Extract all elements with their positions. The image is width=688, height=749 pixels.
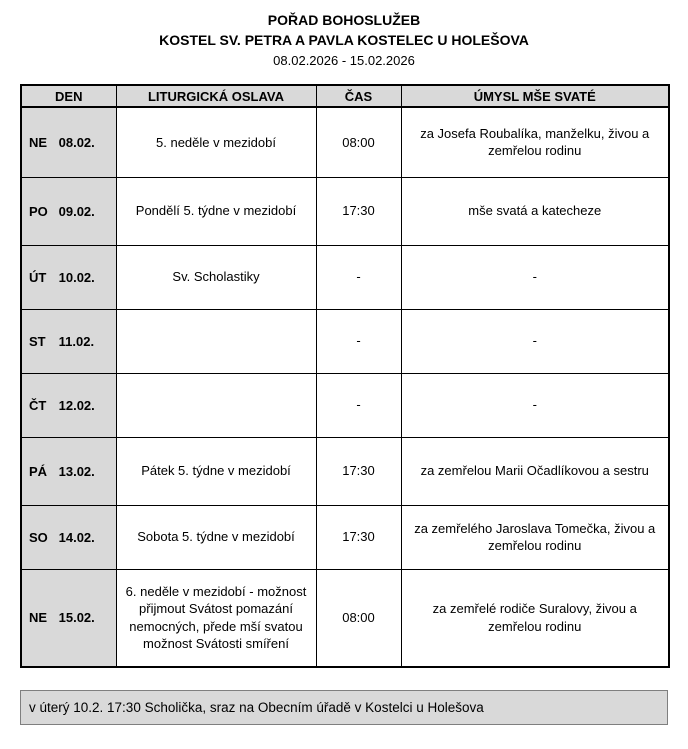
day-abbr: NE [29, 610, 48, 626]
celebration-cell: Sobota 5. týdne v mezidobí [116, 505, 316, 569]
time-cell: 08:00 [316, 107, 401, 177]
day-cell [21, 505, 116, 569]
table-row [21, 569, 669, 667]
day-cell [21, 309, 116, 373]
table-header-row [21, 85, 669, 107]
column-header-liturgicka-oslava: LITURGICKÁ OSLAVA [116, 85, 316, 107]
day-cell [21, 569, 116, 667]
intention-cell: - [401, 245, 669, 309]
time-cell: - [316, 309, 401, 373]
day-date: 11.02. [58, 333, 95, 349]
document-header [20, 10, 668, 70]
table-row [21, 505, 669, 569]
day-abbr: ÚT [29, 269, 47, 285]
intention-cell: za zemřelého Jaroslava Tomečka, živou a zemřelou rodinu [401, 505, 669, 569]
day-abbr: ST [29, 333, 46, 349]
day-cell [21, 177, 116, 245]
day-abbr: NE [29, 134, 48, 150]
day-date: 13.02. [58, 463, 95, 479]
celebration-cell: Pondělí 5. týdne v mezidobí [116, 177, 316, 245]
day-cell [21, 373, 116, 437]
day-cell [21, 107, 116, 177]
schedule-table [20, 84, 670, 668]
column-header-cas: ČAS [316, 85, 401, 107]
intention-cell: - [401, 373, 669, 437]
time-cell: - [316, 373, 401, 437]
day-abbr: SO [29, 529, 48, 545]
day-abbr: ČT [29, 397, 47, 413]
intention-cell: za zemřelou Marii Očadlíkovou a sestru [401, 437, 669, 505]
table-row [21, 177, 669, 245]
column-header-den: DEN [21, 85, 116, 107]
day-cell [21, 245, 116, 309]
time-cell: 17:30 [316, 177, 401, 245]
day-abbr: PO [29, 203, 48, 219]
table-row [21, 309, 669, 373]
celebration-cell: 6. neděle v mezidobí - možnost přijmout Svátost pomazání nemocných, přede mší svatou možnost Svátosti smíření [116, 569, 316, 667]
time-cell: 17:30 [316, 505, 401, 569]
day-abbr: PÁ [29, 463, 48, 479]
celebration-cell [116, 373, 316, 437]
page-subtitle: KOSTEL SV. PETRA A PAVLA KOSTELEC U HOLEŠOVA [159, 32, 529, 49]
table-row [21, 245, 669, 309]
page-title: POŘAD BOHOSLUŽEB [267, 12, 421, 28]
day-date: 10.02. [58, 269, 95, 285]
celebration-cell: 5. neděle v mezidobí [116, 107, 316, 177]
day-cell [21, 437, 116, 505]
celebration-cell [116, 309, 316, 373]
day-date: 12.02. [58, 397, 95, 413]
day-date: 09.02. [58, 203, 95, 219]
day-date: 15.02. [58, 610, 95, 626]
intention-cell: za zemřelé rodiče Suralovy, živou a zemřelou rodinu [401, 569, 669, 667]
table-row [21, 107, 669, 177]
table-row [21, 437, 669, 505]
celebration-cell: Sv. Scholastiky [116, 245, 316, 309]
footer-note: v úterý 10.2. 17:30 Scholička, sraz na Obecním úřadě v Kostelci u Holešova [20, 690, 668, 725]
intention-cell: - [401, 309, 669, 373]
column-header-umysl: ÚMYSL MŠE SVATÉ [401, 85, 669, 107]
time-cell: 17:30 [316, 437, 401, 505]
time-cell: - [316, 245, 401, 309]
date-range: 08.02.2026 - 15.02.2026 [273, 52, 415, 68]
table-row [21, 373, 669, 437]
day-date: 14.02. [58, 529, 95, 545]
celebration-cell: Pátek 5. týdne v mezidobí [116, 437, 316, 505]
day-date: 08.02. [58, 134, 95, 150]
time-cell: 08:00 [316, 569, 401, 667]
intention-cell: za Josefa Roubalíka, manželku, živou a zemřelou rodinu [401, 107, 669, 177]
intention-cell: mše svatá a katecheze [401, 177, 669, 245]
